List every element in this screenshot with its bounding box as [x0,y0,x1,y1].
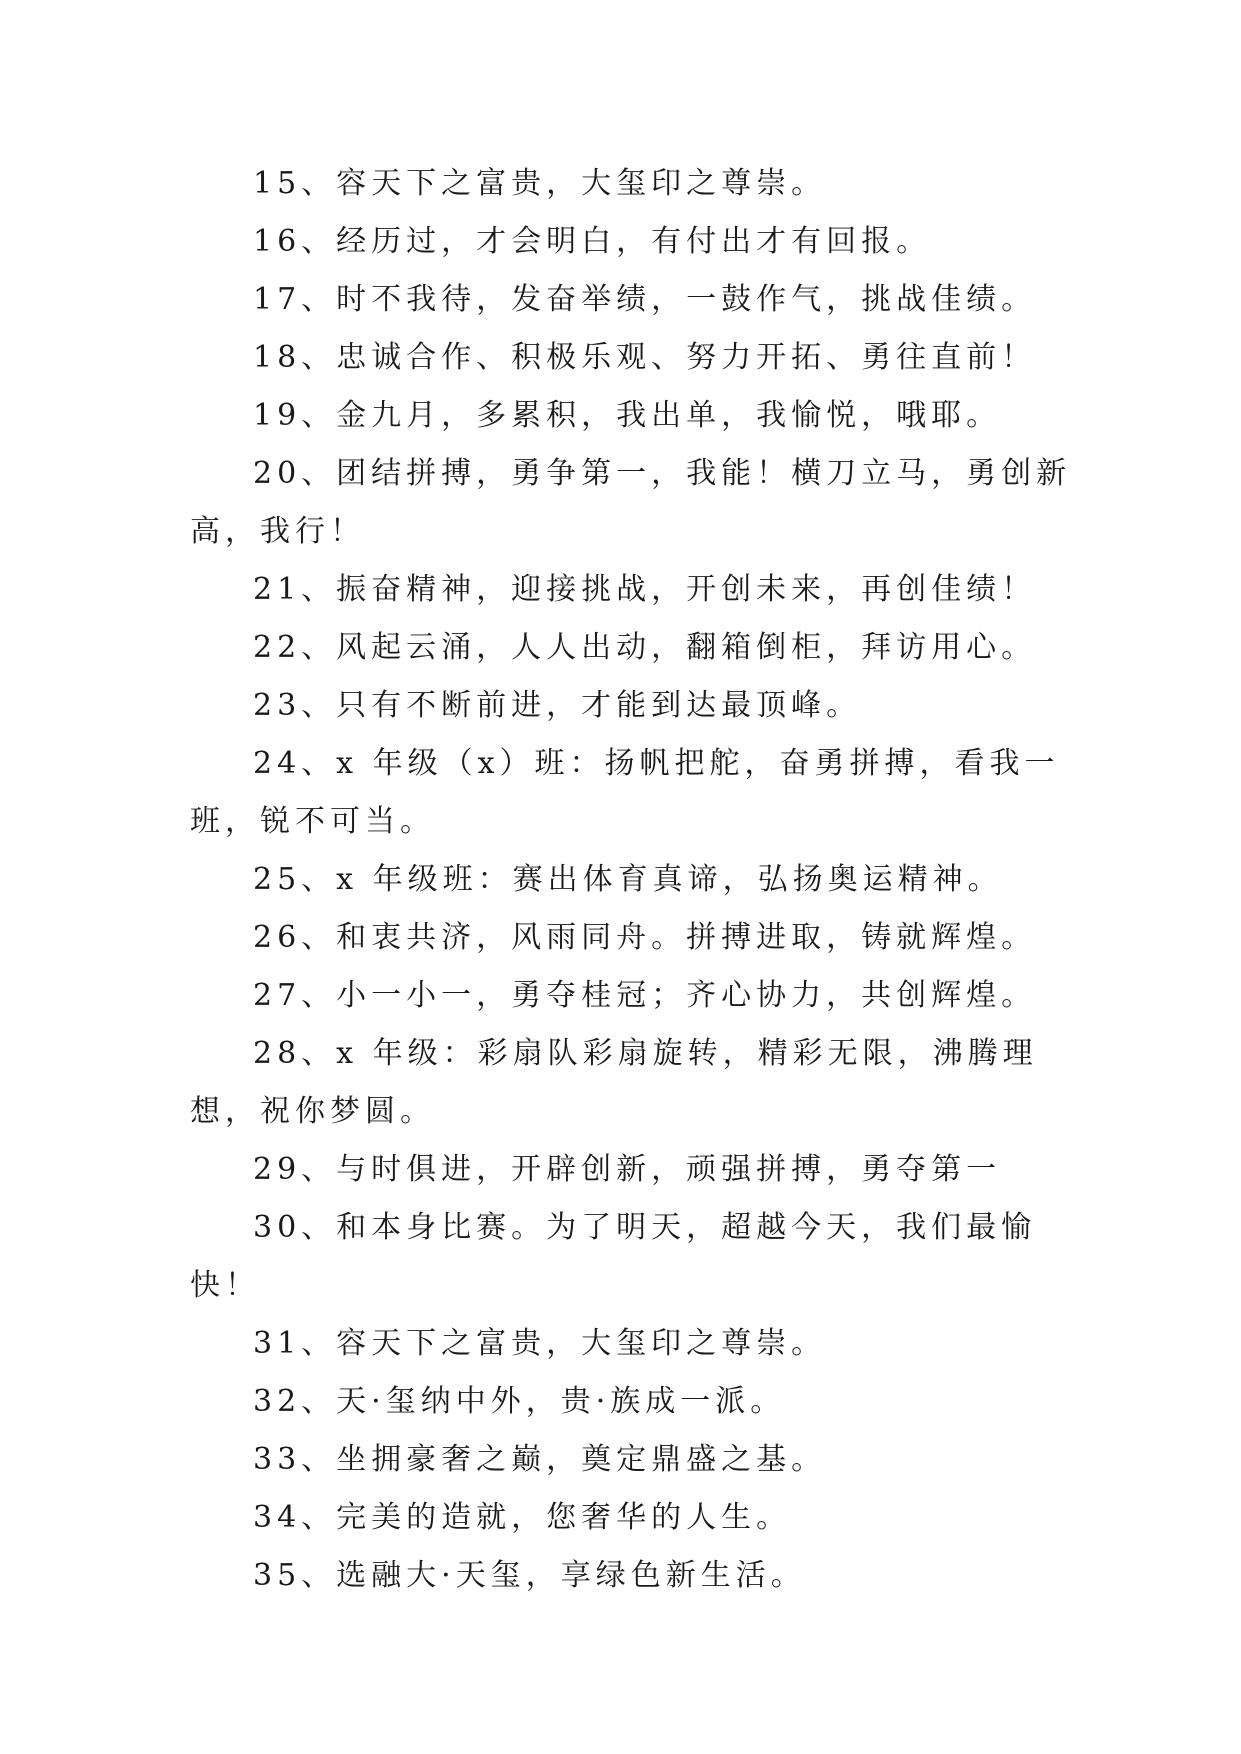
slogan-line-33: 33、坐拥豪奢之巅，奠定鼎盛之基。 [253,1442,827,1477]
slogan-line-31: 31、容天下之富贵，大玺印之尊崇。 [253,1326,827,1361]
slogan-line-15: 15、容天下之富贵，大玺印之尊崇。 [253,166,827,201]
slogan-line-27: 27、小一小一，勇夺桂冠；齐心协力，共创辉煌。 [253,978,1037,1013]
slogan-line-20: 20、团结拼搏，勇争第一，我能！横刀立马，勇创新高，我行！ [190,456,1072,549]
slogan-line-30: 30、和本身比赛。为了明天，超越今天，我们最愉快！ [190,1210,1037,1303]
slogan-line-17: 17、时不我待，发奋举绩，一鼓作气，挑战佳绩。 [253,282,1037,317]
slogan-line-25: 25、x 年级班：赛出体育真谛，弘扬奥运精神。 [253,862,1003,897]
slogan-line-16: 16、经历过，才会明白，有付出才有回报。 [253,224,932,259]
document-body [190,155,1075,1605]
slogan-line-35: 35、选融大·天玺，享绿色新生活。 [253,1558,806,1593]
slogan-line-26: 26、和衷共济，风雨同舟。拼搏进取，铸就辉煌。 [253,920,1037,955]
slogan-line-22: 22、风起云涌，人人出动，翻箱倒柜，拜访用心。 [253,630,1037,665]
slogan-line-19: 19、金九月，多累积，我出单，我愉悦，哦耶。 [253,398,1002,433]
slogan-line-24: 24、x 年级（x）班：扬帆把舵，奋勇拼搏，看我一班，锐不可当。 [190,746,1060,839]
slogan-line-23: 23、只有不断前进，才能到达最顶峰。 [253,688,862,723]
slogan-line-34: 34、完美的造就，您奢华的人生。 [253,1500,792,1535]
slogan-line-32: 32、天·玺纳中外，贵·族成一派。 [253,1384,786,1419]
slogan-line-18: 18、忠诚合作、积极乐观、努力开拓、勇往直前！ [253,340,1037,375]
slogan-line-28: 28、x 年级：彩扇队彩扇旋转，精彩无限，沸腾理想，祝你梦圆。 [190,1036,1038,1129]
slogan-line-29: 29、与时俱进，开辟创新，顽强拼搏，勇夺第一 [253,1152,1002,1187]
slogan-line-21: 21、振奋精神，迎接挑战，开创未来，再创佳绩！ [253,572,1037,607]
